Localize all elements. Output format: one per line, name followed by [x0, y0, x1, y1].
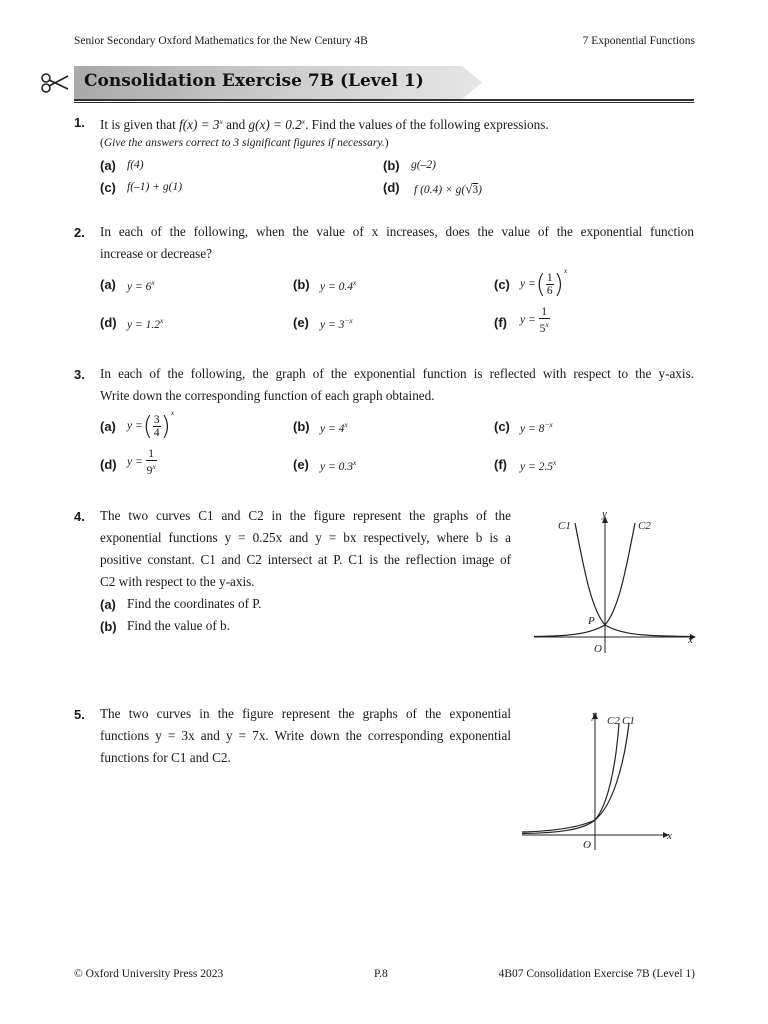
part-text: Find the value of b. [127, 618, 230, 633]
question-4-line: C2 with respect to the y-axis. [100, 574, 255, 589]
part-label: (d) [100, 315, 117, 330]
question-4-line: positive constant. C1 and C2 intersect at P. C1 is the reflection image of [100, 552, 511, 567]
part-expression: g(–2) [411, 159, 436, 171]
point-label: P [588, 615, 595, 627]
part-label: (c) [100, 180, 116, 195]
part-label: (b) [293, 419, 310, 434]
question-number: 4. [74, 509, 85, 524]
part-label: (a) [100, 597, 116, 612]
running-header-left: Senior Secondary Oxford Mathematics for the New Century 4B [74, 35, 368, 47]
title-rule-thin [74, 102, 694, 103]
part-label: (e) [293, 457, 309, 472]
part-expression: f(–1) + g(1) [127, 181, 183, 193]
question-4-line: The two curves C1 and C2 in the figure represent the graphs of the [100, 508, 511, 523]
part-expression: f(4) [127, 159, 144, 171]
part-label: (b) [293, 277, 310, 292]
part-label: (a) [100, 419, 116, 434]
part-expression: $y = 4^x$ [320, 420, 348, 435]
question-5-line: functions y = 3x and y = 7x. Write down the corresponding exponential [100, 728, 511, 743]
question-1-note: (Give the answers correct to 3 significant figures if necessary.) [100, 137, 389, 149]
origin-label: O [583, 839, 591, 851]
part-label: (e) [293, 315, 309, 330]
curve-label: C1 [558, 520, 571, 532]
part-expression: $y = 6^x$ [127, 278, 155, 293]
part-label: (d) [383, 180, 400, 195]
exercise-title: Consolidation Exercise 7B (Level 1) [84, 71, 424, 91]
part-expression: $y = 1.2^x$ [127, 316, 164, 331]
question-number: 3. [74, 367, 85, 382]
part-expression: y =( $\frac{1}{6}$ )$^x$ [520, 266, 568, 300]
question-1-stem: It is given that $f(x) = 3^x$ and $g(x) = 0.2^x$. Find the values of the following expressions. [100, 117, 549, 132]
question-5-line: The two curves in the figure represent the graphs of the exponential [100, 706, 511, 721]
curve-label: C2 [638, 520, 651, 532]
curve-label: C1 [622, 715, 635, 727]
part-label: (f) [494, 457, 507, 472]
part-label: (d) [100, 457, 117, 472]
part-expression: $y = 3^{-x}$ [320, 316, 353, 331]
curve-label: C2 [607, 715, 620, 727]
footer-copyright: © Oxford University Press 2023 [74, 968, 224, 980]
title-rule [74, 99, 694, 101]
question-number: 1. [74, 115, 85, 130]
question-2-line-1: In each of the following, when the value of x increases, does the value of the exponential function [100, 224, 694, 239]
question-number: 5. [74, 707, 85, 722]
part-label: (a) [100, 158, 116, 173]
axis-label: y [592, 709, 597, 721]
part-text: Find the coordinates of P. [127, 596, 262, 611]
question-3-line-1: In each of the following, the graph of the exponential function is reflected with respect to the y-axis. [100, 366, 694, 381]
part-expression: $y = 0.3^x$ [320, 458, 357, 473]
part-label: (f) [494, 315, 507, 330]
part-expression: f (0.4) × g(√3) [414, 181, 482, 196]
part-label: (c) [494, 277, 510, 292]
question-number: 2. [74, 225, 85, 240]
question-4-graph [530, 505, 700, 660]
question-5-line: functions for C1 and C2. [100, 750, 231, 765]
question-5-graph [518, 705, 683, 855]
question-3-line-2: Write down the corresponding function of each graph obtained. [100, 388, 435, 403]
running-header-right: 7 Exponential Functions [582, 35, 695, 47]
part-expression: y =( $\frac{3}{4}$ )$^x$ [127, 408, 175, 442]
footer-exercise-code: 4B07 Consolidation Exercise 7B (Level 1) [498, 968, 695, 980]
part-label: (b) [383, 158, 400, 173]
part-expression: y = $\frac{1}{5^x}$ [520, 306, 549, 335]
part-label: (b) [100, 619, 117, 634]
part-label: (c) [494, 419, 510, 434]
origin-label: O [594, 643, 602, 655]
question-2-line-2: increase or decrease? [100, 246, 213, 261]
part-expression: $y = 2.5^x$ [520, 458, 557, 473]
part-expression: $y = 8^{-x}$ [520, 420, 553, 435]
part-expression: $y = 0.4^x$ [320, 278, 357, 293]
axis-label: y [602, 508, 607, 520]
axis-label: x [667, 830, 672, 842]
axis-label: x [688, 634, 693, 646]
part-expression: y = $\frac{1}{9^x}$ [127, 448, 156, 477]
question-4-line: exponential functions y = 0.25x and y = bx respectively, where b is a [100, 530, 511, 545]
part-label: (a) [100, 277, 116, 292]
scissors-icon [40, 72, 70, 94]
footer-page-number: P.8 [374, 968, 388, 980]
